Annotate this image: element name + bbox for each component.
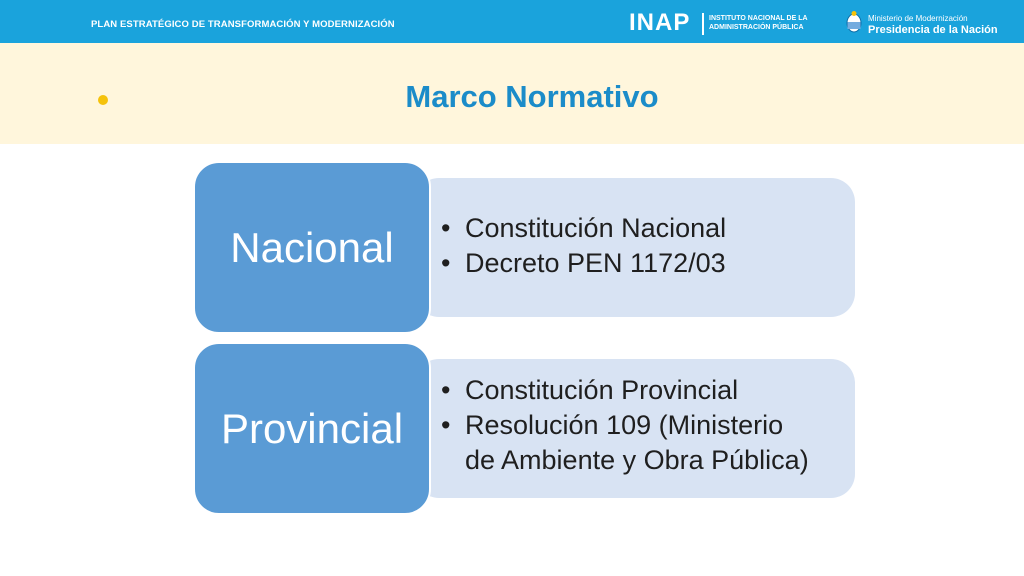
ministry-name: Ministerio de Modernización — [868, 14, 968, 23]
plan-title: PLAN ESTRATÉGICO DE TRANSFORMACIÓN Y MODERNIZACIÓN — [91, 19, 395, 30]
list-item: • Constitución Provincial — [441, 373, 809, 408]
nacional-box — [193, 161, 431, 334]
argentina-coat-of-arms-icon — [845, 10, 863, 34]
inap-subtitle-line1: INSTITUTO NACIONAL DE LA — [709, 15, 808, 22]
provincial-label: Provincial — [220, 404, 404, 452]
slide-title: Marco Normativo — [405, 79, 659, 114]
inap-logo: INAP — [629, 9, 691, 36]
provincial-box — [193, 342, 431, 515]
nacional-items-panel — [415, 178, 855, 317]
presidency-name: Presidencia de la Nación — [868, 24, 998, 36]
inap-subtitle-line2: ADMINISTRACIÓN PÚBLICA — [709, 24, 804, 31]
list-item: • Constitución Nacional — [441, 211, 726, 246]
nacional-items-list — [441, 211, 726, 281]
list-item: • Decreto PEN 1172/03 — [441, 246, 726, 281]
inap-subtitle — [709, 14, 808, 32]
logo-divider — [702, 13, 704, 35]
header-bar — [0, 0, 1024, 43]
provincial-items-list — [441, 373, 809, 478]
provincial-items-panel — [415, 359, 855, 498]
nacional-label: Nacional — [230, 223, 394, 271]
list-item-continuation: de Ambiente y Obra Pública) — [465, 445, 809, 475]
list-item: • Resolución 109 (Ministerio — [441, 408, 809, 443]
